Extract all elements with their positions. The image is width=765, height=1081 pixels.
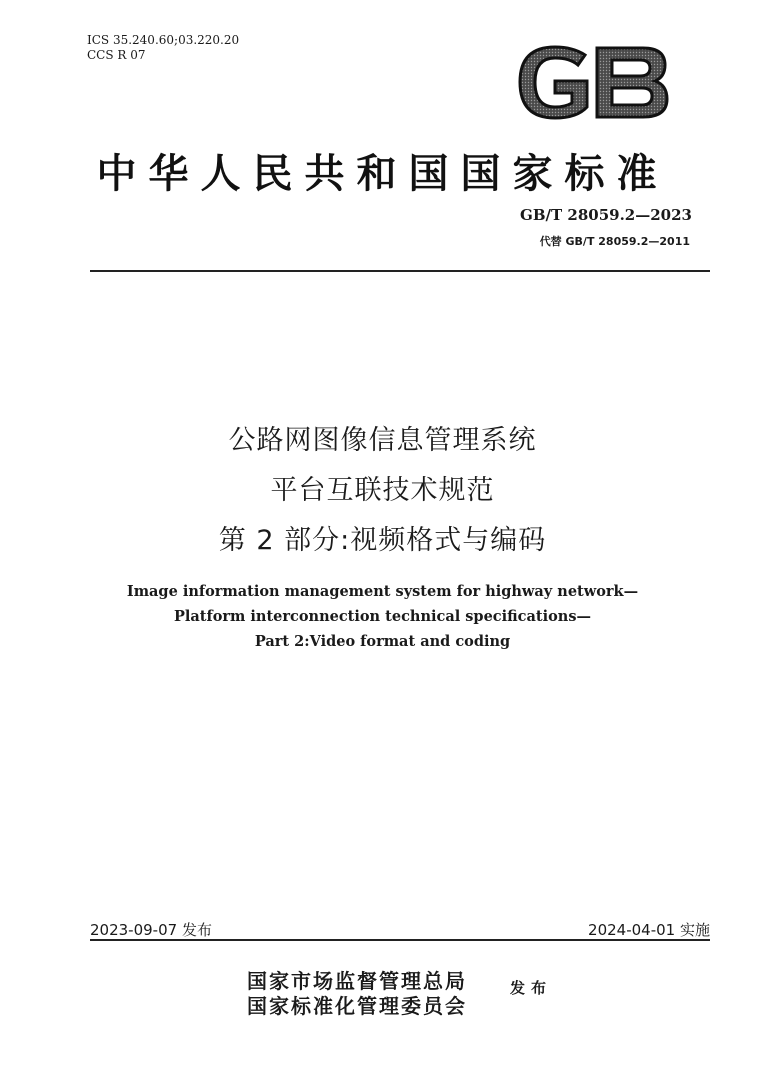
ccs-code: CCS R 07 (87, 48, 146, 62)
standard-number: GB/T 28059.2—2023 (520, 206, 692, 224)
ics-code: ICS 35.240.60;03.220.20 (87, 33, 240, 47)
replaces-standard: 代替 GB/T 28059.2—2011 (539, 235, 690, 248)
national-standard-title: 中华人民共和国国家标准 (96, 150, 669, 197)
english-title-line-1: Image information management system for highway network— (126, 583, 639, 600)
implementation-date: 2024-04-01 实施 (588, 921, 710, 939)
bottom-divider (90, 939, 710, 941)
issue-date: 2023-09-07 发布 (90, 921, 212, 939)
chinese-title-line-3: 第 2 部分:视频格式与编码 (218, 525, 547, 556)
english-title-line-2: Platform interconnection technical specifications— (173, 608, 591, 625)
publish-label: 发布 (510, 979, 553, 997)
english-title-line-3: Part 2:Video format and coding (254, 633, 511, 650)
gb-logo (515, 45, 670, 120)
publisher-line-2: 国家标准化管理委员会 (247, 994, 467, 1018)
chinese-title-line-1: 公路网图像信息管理系统 (228, 425, 537, 456)
chinese-title-line-2: 平台互联技术规范 (270, 475, 495, 506)
top-divider (90, 270, 710, 272)
publisher-line-1: 国家市场监督管理总局 (247, 969, 467, 993)
